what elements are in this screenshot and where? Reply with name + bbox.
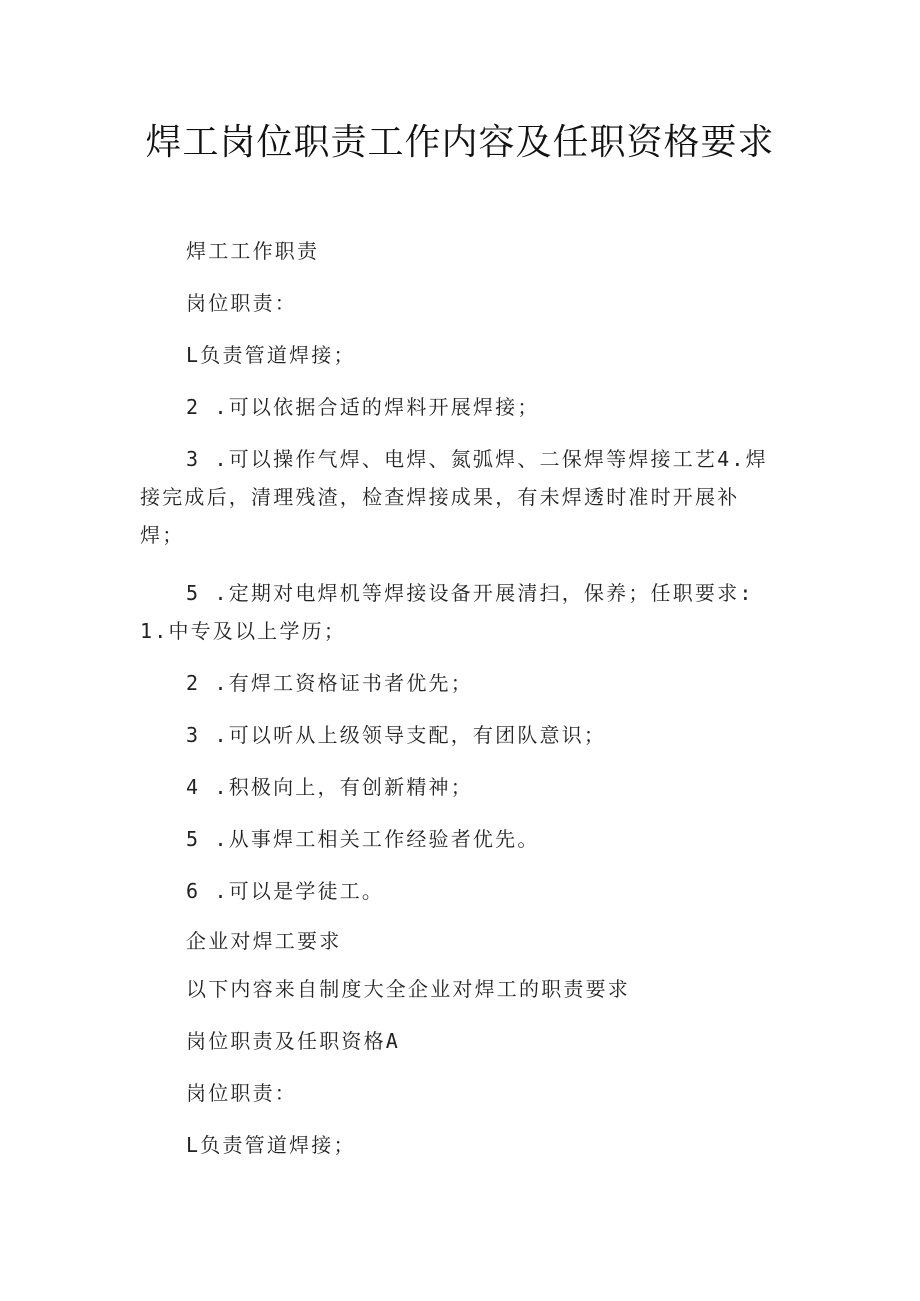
document-title: 焊工岗位职责工作内容及任职资格要求 [145,122,775,163]
paragraph-duty-5-requirements: 5 .定期对电焊机等焊接设备开展清扫，保养；任职要求:1.中专及以上学历； [140,581,754,643]
paragraph-duty-2: 2 .可以依据合适的焊料开展焊接； [186,395,540,419]
paragraph-welder-duties-heading: 焊工工作职责 [186,239,320,263]
paragraph-duty-1-repeat: L负责管道焊接； [186,1133,356,1157]
paragraph-requirement-6: 6 .可以是学徒工。 [186,879,385,903]
paragraph-requirement-3: 3 .可以听从上级领导支配，有团队意识； [186,723,607,747]
paragraph-job-duties-label-2: 岗位职责： [186,1081,297,1105]
paragraph-job-duties-label: 岗位职责： [186,291,297,315]
paragraph-requirement-2: 2 .有焊工资格证书者优先； [186,671,473,695]
paragraph-duty-3-4: 3 .可以操作气焊、电焊、氮弧焊、二保焊等焊接工艺4.焊接完成后，清理残渣，检查焊接成果，有未焊透时准时开展补焊； [140,447,768,547]
paragraph-source-note: 以下内容来自制度大全企业对焊工的职责要求 [186,977,630,1001]
paragraph-requirement-5: 5 .从事焊工相关工作经验者优先。 [186,827,540,851]
paragraph-duty-1: L负责管道焊接； [186,343,356,367]
paragraph-duties-qualifications-a: 岗位职责及任职资格A [186,1029,401,1053]
paragraph-company-requirements-heading: 企业对焊工要求 [186,929,342,953]
paragraph-requirement-4: 4 .积极向上，有创新精神； [186,775,473,799]
